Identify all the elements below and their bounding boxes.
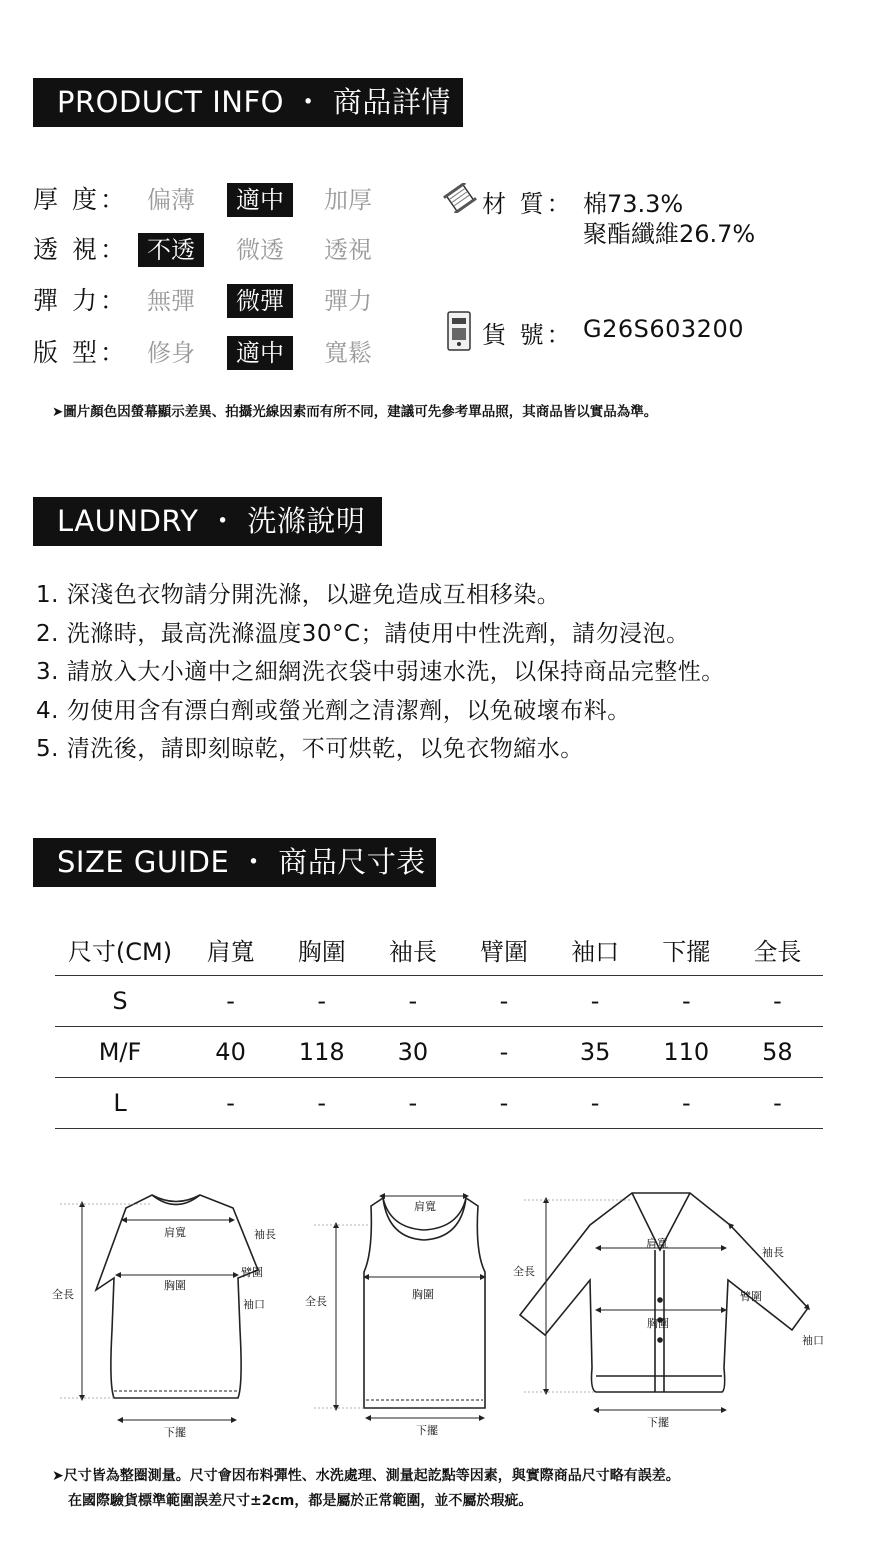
cardigan-sleeve-label: 袖長 — [762, 1246, 784, 1259]
table-cell: - — [732, 1077, 823, 1128]
col-cuff: 袖口 — [550, 924, 641, 975]
cardigan-hem-label: 下擺 — [647, 1416, 669, 1429]
material-label: 材 質： — [482, 190, 574, 218]
table-cell: - — [550, 1077, 641, 1128]
tag-icon — [446, 310, 472, 352]
table-cell: S — [55, 975, 185, 1026]
tee-hem-label: 下擺 — [164, 1426, 186, 1439]
table-cell: - — [641, 1077, 732, 1128]
option-slim: 修身 — [147, 339, 195, 367]
laundry-item: 3. 請放入大小適中之細網洗衣袋中弱速水洗，以保持商品完整性。 — [36, 659, 725, 685]
option-sheer: 透視 — [324, 236, 372, 264]
thread-spool-icon — [442, 183, 478, 213]
col-hem: 下擺 — [641, 924, 732, 975]
attr-thickness — [33, 183, 372, 217]
option-regular-selected: 適中 — [227, 336, 293, 370]
cardigan-chest-label: 胸圍 — [647, 1317, 669, 1330]
attr-transparency — [33, 233, 372, 267]
table-cell: 35 — [550, 1026, 641, 1077]
table-cell: - — [367, 975, 458, 1026]
laundry-item: 1. 深淺色衣物請分開洗滌，以避免造成互相移染。 — [36, 582, 561, 608]
tee-length-label: 全長 — [52, 1288, 74, 1301]
table-cell: - — [641, 975, 732, 1026]
col-chest: 胸圍 — [276, 924, 367, 975]
sku-value: G26S603200 — [583, 315, 744, 343]
table-cell: - — [732, 975, 823, 1026]
col-size: 尺寸(CM) — [55, 924, 185, 975]
col-shoulder: 肩寬 — [185, 924, 276, 975]
product-info-header: PRODUCT INFO ・ 商品詳情 — [33, 78, 463, 127]
table-cell: - — [458, 1077, 549, 1128]
size-table-header-row — [55, 924, 823, 975]
attr-key: 版 型： — [33, 338, 128, 367]
table-cell: - — [276, 975, 367, 1026]
attr-key: 厚 度： — [33, 185, 128, 214]
cardigan-shoulder-label: 肩寬 — [646, 1237, 668, 1250]
table-row — [55, 975, 823, 1026]
option-slight-sheer: 微透 — [236, 236, 284, 264]
table-cell: - — [185, 975, 276, 1026]
size-note-line1: ➤尺寸皆為整圈測量。尺寸會因布料彈性、水洗處理、測量起訖點等因素，與實際商品尺寸略有誤差。 — [52, 1468, 680, 1484]
option-stretch: 彈力 — [324, 287, 372, 315]
size-note-line2: 在國際驗貨標準範圍誤差尺寸±2cm，都是屬於正常範圍，並不屬於瑕疵。 — [68, 1493, 533, 1509]
laundry-header: LAUNDRY ・ 洗滌說明 — [33, 497, 382, 546]
attr-fit — [33, 336, 372, 370]
table-cell: - — [185, 1077, 276, 1128]
diagram-drawing — [0, 1180, 875, 1440]
table-cell: L — [55, 1077, 185, 1128]
cardigan-arm-label: 臂圍 — [740, 1290, 762, 1303]
tee-arm-label: 臂圍 — [241, 1266, 263, 1279]
laundry-list — [36, 576, 725, 769]
table-cell: 118 — [276, 1026, 367, 1077]
table-cell: 58 — [732, 1026, 823, 1077]
tee-chest-label: 胸圍 — [164, 1279, 186, 1292]
table-cell: - — [276, 1077, 367, 1128]
size-guide-header: SIZE GUIDE ・ 商品尺寸表 — [33, 838, 436, 887]
option-thick: 加厚 — [324, 186, 372, 214]
table-cell: - — [367, 1077, 458, 1128]
tank-length-label: 全長 — [305, 1295, 327, 1308]
table-row — [55, 1026, 823, 1077]
option-thin: 偏薄 — [147, 186, 195, 214]
col-sleeve: 袖長 — [367, 924, 458, 975]
tank-hem-label: 下擺 — [416, 1424, 438, 1437]
table-cell: 40 — [185, 1026, 276, 1077]
size-table — [55, 924, 823, 1129]
sku-label: 貨 號： — [482, 321, 574, 349]
option-medium-selected: 適中 — [227, 183, 293, 217]
col-length: 全長 — [732, 924, 823, 975]
col-arm: 臂圍 — [458, 924, 549, 975]
laundry-item: 5. 清洗後，請即刻晾乾，不可烘乾，以免衣物縮水。 — [36, 736, 584, 762]
attr-elasticity — [33, 284, 372, 318]
tee-shoulder-label: 肩寬 — [164, 1226, 186, 1239]
tee-sleeve-label: 袖長 — [254, 1228, 276, 1241]
table-cell: - — [458, 975, 549, 1026]
cardigan-cuff-label: 袖口 — [802, 1334, 824, 1347]
table-row — [55, 1077, 823, 1128]
table-cell: - — [458, 1026, 549, 1077]
tank-shoulder-label: 肩寬 — [414, 1200, 436, 1213]
material-line1: 棉73.3% — [583, 190, 684, 218]
tee-cuff-label: 袖口 — [243, 1298, 265, 1311]
material-line2: 聚酯纖維26.7% — [583, 220, 756, 248]
option-opaque-selected: 不透 — [138, 233, 204, 267]
cardigan-length-label: 全長 — [513, 1265, 535, 1278]
garment-diagrams — [0, 1180, 875, 1440]
table-cell: - — [550, 975, 641, 1026]
table-cell: M/F — [55, 1026, 185, 1077]
laundry-item: 2. 洗滌時，最高洗滌溫度30°C；請使用中性洗劑，請勿浸泡。 — [36, 620, 690, 647]
table-cell: 30 — [367, 1026, 458, 1077]
option-no-stretch: 無彈 — [147, 287, 195, 315]
laundry-item: 4. 勿使用含有漂白劑或螢光劑之清潔劑，以免破壞布料。 — [36, 697, 631, 724]
table-cell: 110 — [641, 1026, 732, 1077]
attr-key: 彈 力： — [33, 286, 128, 315]
attr-key: 透 視： — [33, 235, 128, 264]
option-slight-stretch-selected: 微彈 — [227, 284, 293, 318]
tank-chest-label: 胸圍 — [412, 1288, 434, 1301]
option-loose: 寬鬆 — [324, 339, 372, 367]
color-note: ➤圖片顏色因螢幕顯示差異、拍攝光線因素而有所不同，建議可先參考單品照，其商品皆以實品為準。 — [52, 404, 658, 420]
